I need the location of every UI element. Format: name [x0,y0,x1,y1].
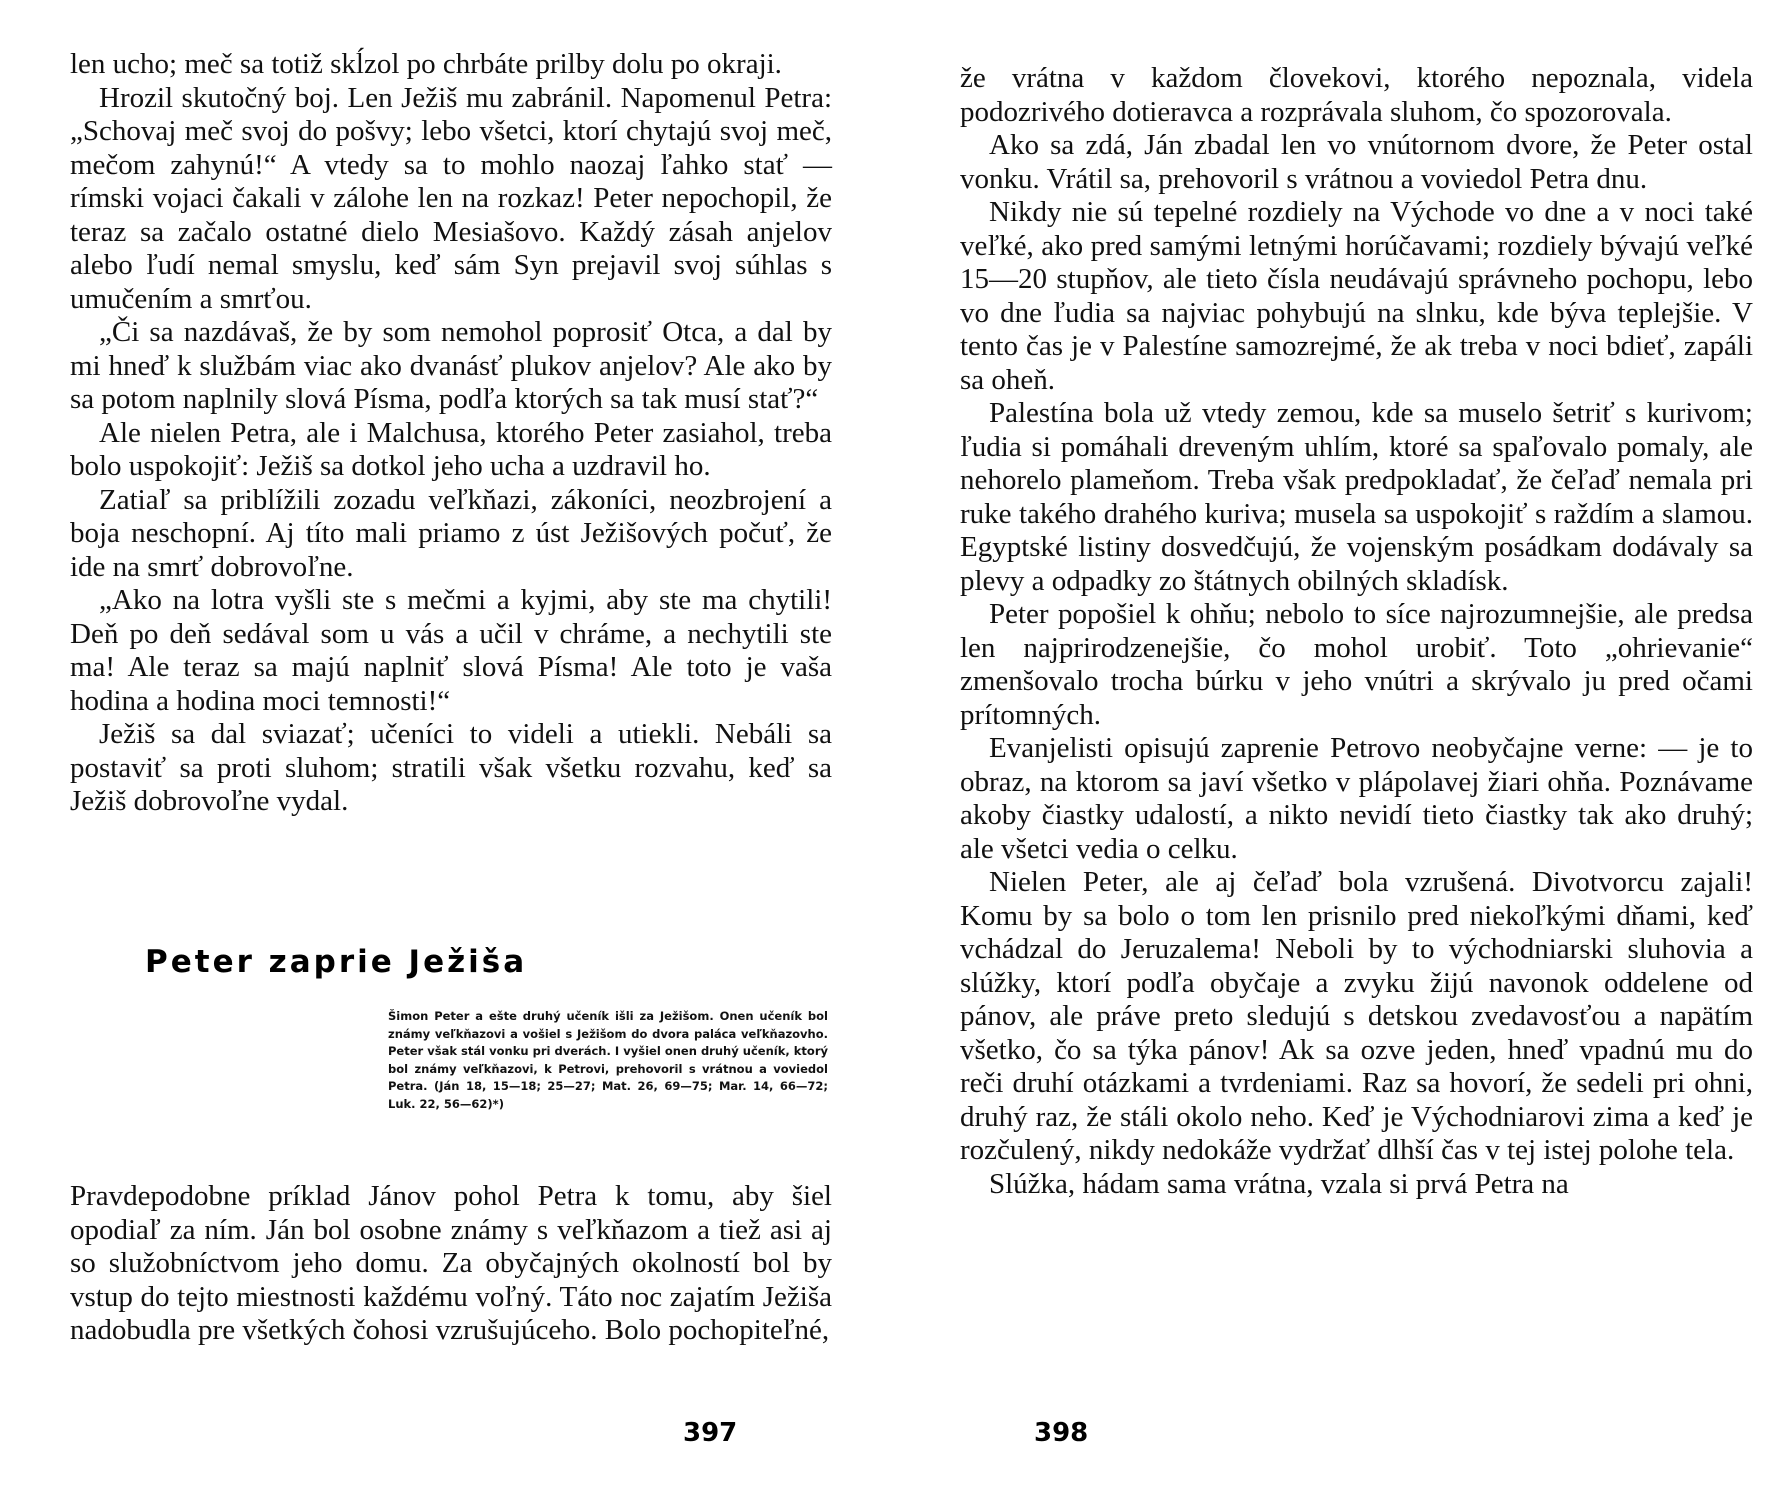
paragraph: „Ako na lotra vyšli ste s mečmi a kyjmi, aby ste ma chytili! Deň po deň sedával som u vás a učil v chráme, a nechytili ste ma! Ale teraz sa majú naplniť slová Písma! Ale toto je vaša hodina a hodina moci temnosti!“ [70,584,832,717]
page-number-right: 398 [1034,1418,1089,1448]
page-number-left: 397 [683,1418,738,1448]
chapter-epigraph: Šimon Peter a ešte druhý učeník išli za Ježišom. Onen učeník bol známy veľkňazovi a vošiel s Ježišom do dvora paláca veľkňazovho. Peter však stál vonku pri dverách. I vyšiel onen druhý učeník, ktorý bol známy veľkňazovi, k Petrovi, prehovoril s vrátnou a voviedol Petra. (Ján 18, 15—18; 25—27; Mat. 26, 69—75; Mar. 14, 66—72; Luk. 22, 56—62)*) [388,1009,828,1111]
paragraph: Hrozil skutočný boj. Len Ježiš mu zabránil. Napomenul Petra: „Schovaj meč svoj do pošvy; lebo všetci, ktorí chytajú svoj meč, mečom zahynú!“ A vtedy sa to mohlo naozaj ľahko stať — rímski vojaci čakali v zálohe len na rozkaz! Peter nepochopil, že teraz sa začalo ostatné dielo Mesiašovo. Každý zásah anjelov alebo ľudí nemal smyslu, keď sám Syn prejavil svoj súhlas s umučením a smrťou. [70,81,832,315]
paragraph: že vrátna v každom človekovi, ktorého nepoznala, videla podozrivého dotieravca a rozprávala sluhom, čo spozorovala. [960,62,1753,128]
paragraph: Nikdy nie sú tepelné rozdiely na Východe vo dne a v noci také veľké, ako pred samými letnými horúčavami; rozdiely bývajú veľké 15—20 stupňov, ale tieto čísla neudávajú správneho pochopu, lebo vo dne ľudia sa najviac pohybujú na slnku, kde býva teplejšie. V tento čas je v Palestíne samozrejmé, že ak treba v noci bdieť, zapáli sa oheň. [960,196,1753,396]
paragraph: Ako sa zdá, Ján zbadal len vo vnútornom dvore, že Peter ostal vonku. Vrátil sa, prehovoril s vrátnou a voviedol Petra dnu. [960,129,1753,195]
paragraph: Ale nielen Petra, ale i Malchusa, ktorého Peter zasiahol, treba bolo uspokojiť: Ježiš sa dotkol jeho ucha a uzdravil ho. [70,416,832,482]
paragraph: Pravdepodobne príklad Jánov pohol Petra k tomu, aby šiel opodiaľ za ním. Ján bol osobne známy s veľkňazom a tiež asi aj so služobníctvom jeho domu. Za obyčajných okolností bol by vstup do tejto miestnosti každému voľný. Táto noc zajatím Ježiša nadobudla pre všetkých čohosi vzrušujúceho. Bolo pochopiteľné, [70,1180,832,1346]
paragraph: Peter popošiel k ohňu; nebolo to síce najrozumnejšie, ale predsa len najprirodzenejšie, čo mohol urobiť. Toto „ohrievanie“ zmenšovalo trocha búrku v jeho vnútri a skrývalo ju pred očami prítomných. [960,598,1753,731]
paragraph: Slúžka, hádam sama vrátna, vzala si prvá Petra na [989,1167,1569,1200]
left-page [0,0,880,1500]
paragraph: len ucho; meč sa totiž skĺzol po chrbáte prilby dolu po okraji. [70,48,782,80]
paragraph: Palestína bola už vtedy zemou, kde sa muselo šetriť s kurivom; ľudia si pomáhali dreveným uhlím, ktoré sa spaľovalo pomaly, ale nehorelo plameňom. Treba však predpokladať, že čeľaď nemala pri ruke takého drahého kuriva; musela sa uspokojiť s raždím a slamou. Egyptské listiny dosvedčujú, že vojenským posádkam dodávaly sa plevy a odpadky zo štátnych obilných skladísk. [960,397,1753,597]
paragraph: Ježiš sa dal sviazať; učeníci to videli a utiekli. Nebáli sa postaviť sa proti sluhom; stratili však všetku rozvahu, keď sa Ježiš dobrovoľne vydal. [70,718,832,817]
chapter-title: Peter zaprie Ježiša [145,944,528,980]
left-text-column-top [70,48,832,819]
paragraph: Evanjelisti opisujú zaprenie Petrovo neobyčajne verne: — je to obraz, na ktorom sa javí všetko v plápolavej žiari ohňa. Poznávame akoby čiastky udalostí, a nikto nevidí tieto čiastky tak ako druhý; ale všetci vedia o celku. [960,732,1753,865]
right-page [940,0,1784,1500]
paragraph: Zatiaľ sa priblížili zozadu veľkňazi, zákoníci, neozbrojení a boja neschopní. Aj títo mali priamo z úst Ježišových počuť, že ide na smrť dobrovoľne. [70,483,832,583]
left-text-column-bottom [70,1180,832,1348]
right-text-column [960,62,1753,1201]
paragraph: „Či sa nazdávaš, že by som nemohol poprosiť Otca, a dal by mi hneď k službám viac ako dvanásť plukov anjelov? Ale ako by sa potom naplnily slová Písma, podľa ktorých sa tak musí stať?“ [70,316,832,415]
paragraph: Nielen Peter, ale aj čeľaď bola vzrušená. Divotvorcu zajali! Komu by sa bolo o tom len prisnilo pred niekoľkými dňami, keď vchádzal do Jeruzalema! Neboli by to východniarski sluhovia a slúžky, ktorí podľa obyčaje a zvyku žijú navonok oddelene od pánov, ale práve preto sledujú s detskou zvedavosťou a napätím všetko, čo sa týka pánov! Ak sa ozve jeden, hneď vpadnú mu do reči druhí otázkami a tvrdeniami. Raz sa hovorí, že sedeli pri ohni, druhý raz, že stáli okolo neho. Keď je Východniarovi zima a keď je rozčulený, nikdy nedokáže vydržať dlhší čas v tej istej polohe tela. [960,866,1753,1166]
